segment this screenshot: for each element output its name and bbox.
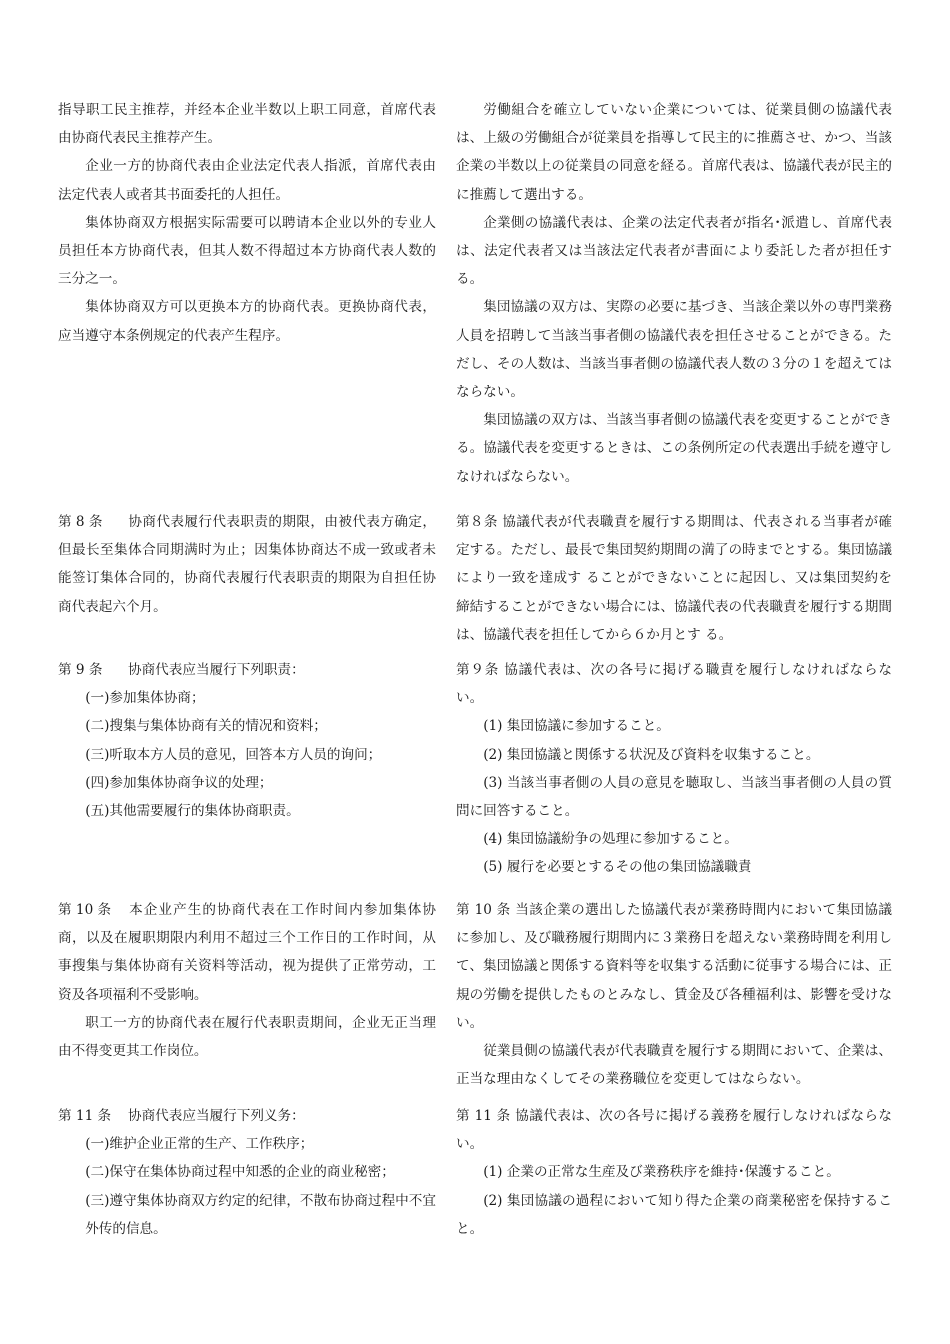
zh-list-item: (二)保守在集体协商过程中知悉的企业的商业秘密； (85, 1164, 395, 1181)
zh-article-text: 协商代表履行代表职责的期限，由被代表方确定，但最长至集体合同期满时为止；因集体协商达不成一致或者未能签订集体合同的，协商代表履行代表职责的期限为自担任协商代表起六个月。 (58, 514, 436, 615)
zh-list-item: (四)参加集体协商争议的处理； (85, 774, 273, 791)
ja-intro-paragraph: 労働組合を確立していない企業については、従業員側の協議代表は、上級の労働組合が従業員を指導して民主的に推薦させ、かつ、当該企業の半数以上の従業員の同意を経る。首席代表は、協議代表が民主的に推薦して選出する。 (456, 102, 892, 203)
zh-article-text: 协商代表应当履行下列职责： (128, 662, 305, 678)
zh-article-text: 本企业产生的协商代表在工作时间内参加集体协商，以及在履职期限内利用不超过三个工作日的工作时间，从事搜集与集体协商有关资料等活动，视为提供了正常劳动，工资及各项福利不受影响。 (58, 902, 436, 1003)
ja-list-item: (1) 集団協議に参加すること。 (483, 718, 670, 735)
zh-article-label: 第 10 条 (58, 902, 112, 918)
zh-intro-section (58, 96, 436, 350)
ja-list-item: (5) 履行を必要とするその他の集団協議職責 (483, 859, 752, 876)
ja-article-text: 第 11 条 協議代表は、次の各号に掲げる義務を履行しなければならない。 (456, 1108, 892, 1153)
zh-article-8 (58, 508, 436, 621)
ja-intro-paragraph: 集団協議の双方は、当該当事者側の協議代表を変更することができる。協議代表を変更するときは、この条例所定の代表選出手続を遵守しなければならない。 (456, 412, 892, 485)
ja-intro-paragraph: 企業側の協議代表は、企業の法定代表者が指名･派遣し、首席代表は、法定代表者又は当該法定代表者が書面により委託した者が担任する。 (456, 214, 892, 288)
zh-article-label: 第 8 条 (58, 514, 103, 530)
ja-intro-paragraph: 集団協議の双方は、実際の必要に基づき、当該企業以外の専門業務人員を招聘して当該当事者側の協議代表を担任させることができる。ただし、その人数は、当該当事者側の協議代表人数の３分の１を超えてはならない。 (456, 299, 892, 401)
ja-list-item: (2) 集団協議の過程において知り得た企業の商業秘密を保持すること。 (456, 1192, 892, 1237)
zh-article-text: 协商代表应当履行下列义务： (128, 1108, 305, 1124)
ja-article-paragraph: 従業員側の協議代表が代表職責を履行する期間において、企業は、正当な理由なくしてその業務職位を変更してはならない。 (456, 1043, 892, 1088)
zh-intro-paragraph: 企业一方的协商代表由企业法定代表人指派，首席代表由法定代表人或者其书面委托的人担任。 (58, 158, 436, 203)
ja-intro-section (456, 96, 892, 491)
zh-intro-paragraph: 集体协商双方根据实际需要可以聘请本企业以外的专业人员担任本方协商代表，但其人数不得超过本方协商代表人数的三分之一。 (58, 214, 436, 288)
zh-article-9 (58, 656, 436, 825)
zh-intro-paragraph: 指导职工民主推荐，并经本企业半数以上职工同意，首席代表由协商代表民主推荐产生。 (58, 102, 436, 147)
zh-list-item: (二)搜集与集体协商有关的情况和资料； (85, 718, 327, 735)
zh-intro-paragraph: 集体协商双方可以更换本方的协商代表。更换协商代表，应当遵守本条例规定的代表产生程序。 (58, 299, 436, 344)
ja-article-8 (456, 508, 892, 649)
ja-list-item: (4) 集団協議紛争の処理に参加すること。 (483, 831, 738, 848)
zh-list-item: (一)参加集体协商； (85, 690, 205, 707)
zh-article-label: 第 11 条 (58, 1108, 112, 1124)
zh-list-item: (五)其他需要履行的集体协商职责。 (85, 803, 300, 820)
zh-list-item: (一)维护企业正常的生产、工作秩序； (85, 1136, 314, 1153)
zh-article-paragraph: 职工一方的协商代表在履行代表职责期间，企业无正当理由不得变更其工作岗位。 (58, 1014, 436, 1060)
zh-list-item: (三)遵守集体协商双方约定的纪律，不散布协商过程中不宜外传的信息。 (85, 1192, 436, 1237)
ja-article-text: 第８条 協議代表が代表職責を履行する期間は、代表される当事者が確定する。ただし、最長で集団契約期間の満了の時までとする。集団協議により一致を達成す ることができないことに起因し、又は集団契約を締結することができない場合には、協議代表の代表職責を履行する期間は、協議代表を担任してから６か月とす る。 (456, 514, 892, 643)
ja-article-text: 第９条 協議代表は、次の各号に掲げる職責を履行しなければならない。 (456, 662, 892, 707)
zh-list-item: (三)听取本方人员的意见，回答本方人员的询问； (85, 746, 382, 763)
ja-list-item: (3) 当該当事者側の人員の意見を聴取し、当該当事者側の人員の質問に回答すること。 (456, 774, 892, 820)
ja-article-text: 第 10 条 当該企業の選出した協議代表が業務時間内において集団協議に参加し、及び職務履行期間内に３業務日を超えない業務時間を利用して、集団協議と関係する資料等を収集する活動に従事する場合には、正規の労働を提供したものとみなし、賃金及び各種福利は、影響を受けない。 (456, 902, 892, 1031)
zh-article-10 (58, 896, 436, 1065)
ja-article-11 (456, 1102, 892, 1243)
ja-article-9 (456, 656, 892, 882)
ja-list-item: (1) 企業の正常な生産及び業務秩序を維持･保護すること。 (483, 1164, 840, 1181)
ja-list-item: (2) 集団協議と関係する状況及び資料を収集すること。 (483, 746, 820, 763)
zh-article-11 (58, 1102, 436, 1243)
ja-article-10 (456, 896, 892, 1093)
zh-article-label: 第 9 条 (58, 662, 103, 678)
